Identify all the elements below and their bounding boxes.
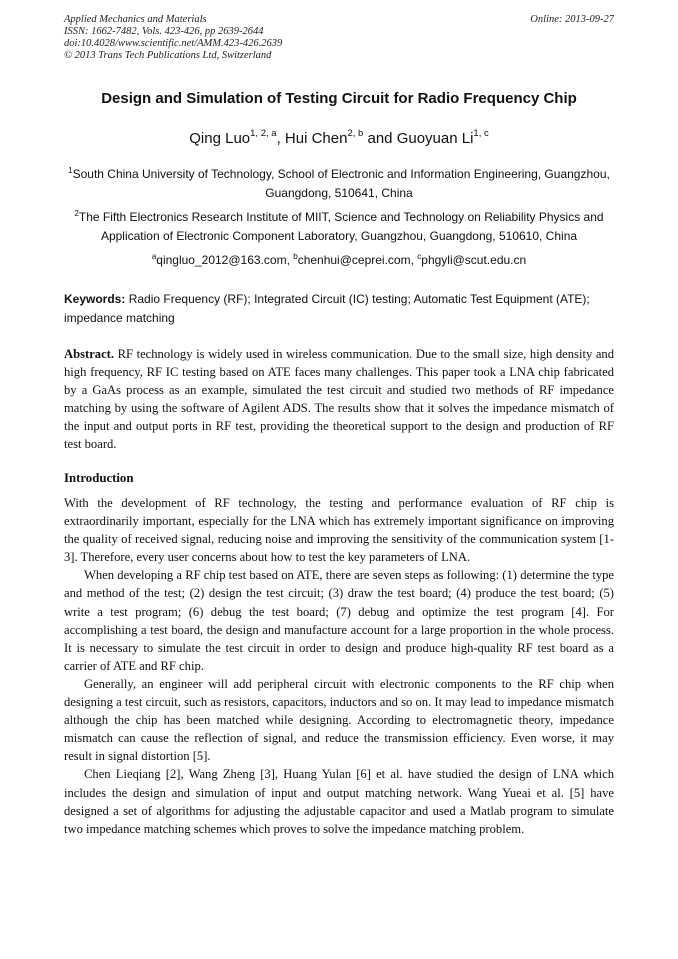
keywords-text: Radio Frequency (RF); Integrated Circuit (IC) testing; Automatic Test Equipment (ATE); impedance matching (64, 292, 590, 325)
journal-name: Applied Mechanics and Materials (64, 14, 207, 25)
paper-title: Design and Simulation of Testing Circuit for Radio Frequency Chip (101, 90, 577, 107)
affiliation-2 (56, 208, 622, 246)
author-separator: and (363, 130, 397, 147)
email-address[interactable]: phgyli@scut.edu.cn (421, 253, 527, 267)
author-name: Guoyuan Li (396, 130, 474, 147)
abstract-label: Abstract. (64, 347, 115, 361)
introduction-body (64, 494, 614, 838)
email-address[interactable]: chenhui@ceprei.com (297, 253, 411, 267)
keywords-label: Keywords: (64, 292, 126, 306)
email-sup: b (293, 252, 298, 261)
affiliation-sup: 2 (74, 209, 79, 218)
email-sup: a (151, 252, 157, 261)
author-affiliation-sup: 2, b (347, 128, 364, 139)
author-name: Qing Luo (189, 130, 251, 147)
section-heading-introduction: Introduction (64, 471, 134, 485)
paragraph: Chen Lieqiang [2], Wang Zheng [3], Huang Yulan [6] et al. have studied the design of LNA which includes the design and simulation of input and output matching network. Wang Yueai et al. [5] have designed a set of algorithms for adjusting the adjustable capacitor and used a Matlab program to simulate two impedance matching schemes which proves to solve the impedance matching problem. (64, 767, 614, 836)
abstract (64, 345, 614, 454)
email-sup: c (417, 252, 422, 261)
journal-header (64, 14, 614, 62)
affiliation-text: The Fifth Electronics Research Institute of MIIT, Science and Technology on Reliability Physics and Application of Electronic Component Laboratory, Guangzhou, Guangdong, 510610, China (78, 210, 604, 243)
paragraph: With the development of RF technology, the testing and performance evaluation of RF chip is extraordinarily important, especially for the LNA which has extremely important significance on improving the quality of received signal, reducing noise and improving the sensitivity of the communication system [1-3]. Therefore, every user concerns about how to test the key parameters of LNA. (64, 496, 614, 565)
affiliation-1 (56, 165, 622, 203)
affiliation-text: South China University of Technology, School of Electronic and Information Engineering, Guangzhou, Guangdong, 510641, China (72, 167, 610, 200)
affiliation-sup: 1 (68, 166, 73, 175)
email-address[interactable]: qingluo_2012@163.com (156, 253, 287, 267)
paragraph: When developing a RF chip test based on ATE, there are seven steps as following: (1) determine the type and method of the test; (2) design the test circuit; (3) draw the test board; (4) produce the test board; (5) write a test program; (6) debug the test board; (7) debug and optimize the test program [4]. For accomplishing a test board, the design and manufacture account for a large proportion in the whole process. It is necessary to simulate the test circuit in order to design and produce high-quality RF test board as a carrier of ATE and RF chip. (64, 568, 614, 673)
email-separator: , (286, 253, 294, 267)
author-affiliation-sup: 1, 2, a (250, 128, 277, 139)
online-date: Online: 2013-09-27 (530, 14, 614, 25)
author-separator: , (276, 130, 285, 147)
paragraph: Generally, an engineer will add peripheral circuit with electronic components to the RF chip when designing a test circuit, such as resistors, capacitors, inductors and so on. It may lead to impedance mismatch although the chip has been matched while designing. According to electromagnetic theory, impedance mismatch can cause the reflection of signal, and reduce the transmission efficiency. Even worse, it may result in signal distortion [5]. (64, 676, 614, 764)
author-name: Hui Chen (284, 130, 348, 147)
abstract-text: RF technology is widely used in wireless communication. Due to the small size, high density and high frequency, RF IC testing based on ATE faces many challenges. This paper took a LNA chip fabricated by a GaAs process as an example, simulated the test circuit and studied two methods of RF impedance matching by using the software of Agilent ADS. The results show that it solves the impedance mismatch of the input and output ports in RF test, providing the theoretical support to the design and production of RF test board. (64, 347, 614, 452)
author-list (40, 130, 638, 147)
copyright-line: © 2013 Trans Tech Publications Ltd, Switzerland (64, 50, 272, 61)
keywords (64, 290, 614, 328)
email-list (56, 251, 622, 270)
doi-line[interactable]: doi:10.4028/www.scientific.net/AMM.423-426.2639 (64, 38, 283, 49)
issn-line: ISSN: 1662-7482, Vols. 423-426, pp 2639-2644 (64, 26, 264, 37)
email-separator: , (410, 253, 418, 267)
author-affiliation-sup: 1, c (473, 128, 489, 139)
